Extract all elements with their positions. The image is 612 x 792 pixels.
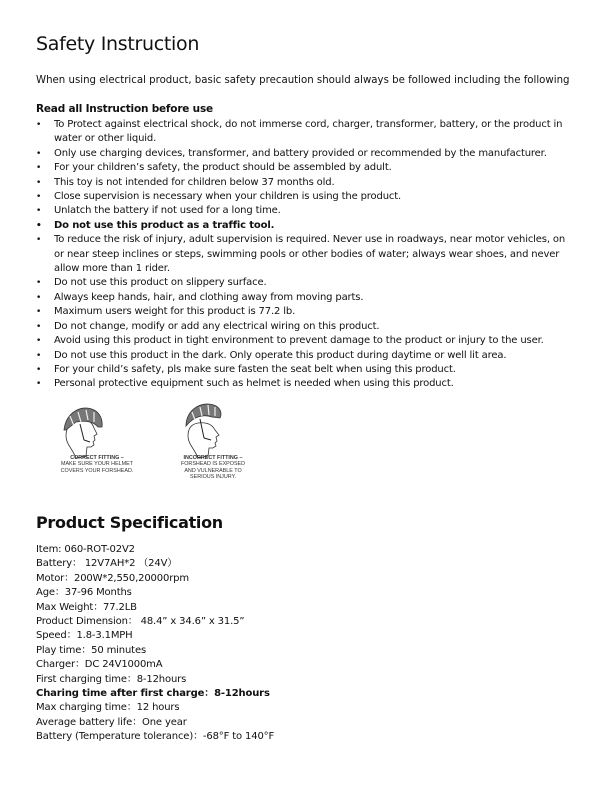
safety-bullet-item: • For your child’s safety, pls make sure fasten the seat belt when using this product.	[36, 363, 576, 377]
safety-bullet-item: • To Protect against electrical shock, do not immerse cord, charger, transformer, battery, or the product in water or other liquid.	[36, 118, 576, 147]
spec-item: Max Weight：77.2LB	[36, 601, 137, 613]
safety-bullet-item: • For your children’s safety, the product should be assembled by adult.	[36, 161, 576, 175]
spec-list	[36, 543, 274, 745]
spec-item: Charing time after first charge：8-12hours	[36, 688, 270, 700]
spec-item: Age：37-96 Months	[36, 587, 132, 599]
safety-bullet-item: • Do not use this product in the dark. Only operate this product during daytime or well lit area.	[36, 349, 576, 363]
read-instructions-heading: Read all Instruction before use	[36, 103, 213, 115]
safety-bullet-item: • To reduce the risk of injury, adult supervision is required. Never use in roadways, near motor vehicles, on or near steep inclines or steps, swimming pools or other bodies of water; always wear shoes, and never allow more than 1 rider.	[36, 233, 576, 276]
safety-bullet-item: • Avoid using this product in tight environment to prevent damage to the product or injury to the user.	[36, 334, 576, 348]
intro-text: When using electrical product, basic safety precaution should always be followed including the following	[36, 75, 570, 86]
safety-bullet-item: • Close supervision is necessary when your children is using the product.	[36, 190, 576, 204]
safety-bullet-item: • This toy is not intended for children below 37 months old.	[36, 176, 576, 190]
safety-bullet-item: • Do not use this product as a traffic tool.	[36, 219, 576, 233]
safety-bullet-item: • Maximum users weight for this product is 77.2 lb.	[36, 305, 576, 319]
spec-item: Product Dimension： 48.4” x 34.6” x 31.5”	[36, 616, 245, 628]
safety-bullet-list	[36, 118, 576, 392]
spec-item: Item: 060-ROT-02V2	[36, 544, 135, 555]
incorrect-fitting-head-icon	[186, 404, 221, 458]
spec-item: Max charging time：12 hours	[36, 702, 180, 714]
spec-item: Average battery life：One year	[36, 716, 187, 728]
spec-item: Charger：DC 24V1000mA	[36, 659, 163, 671]
safety-bullet-item: • Do not use this product on slippery surface.	[36, 276, 576, 290]
safety-bullet-item: • Unlatch the battery if not used for a long time.	[36, 204, 576, 218]
incorrect-fitting-caption: INCORRECT FITTING – FORSHEAD IS EXPOSED AND VULNERABLE TO SERIOUS INJURY.	[180, 455, 246, 481]
safety-bullet-item: • Do not change, modify or add any electrical wiring on this product.	[36, 320, 576, 334]
correct-fitting-caption: CORRECT FITTING – MAKE SURE YOUR HELMET COVERS YOUR FORSHEAD.	[60, 455, 134, 474]
spec-item: Play time：50 minutes	[36, 644, 147, 656]
spec-item: Battery： 12V7AH*2 （24V）	[36, 558, 178, 570]
helmet-fitting-illustration	[54, 400, 294, 490]
spec-item: Motor：200W*2,550,20000rpm	[36, 572, 189, 584]
correct-fitting-head-icon	[64, 408, 102, 458]
safety-bullet-item: • Only use charging devices, transformer, and battery provided or recommended by the manufacturer.	[36, 147, 576, 161]
spec-item: First charging time：8-12hours	[36, 673, 187, 685]
spec-item: Battery (Temperature tolerance)：-68°F to 140°F	[36, 731, 275, 743]
helmet-images	[54, 400, 294, 460]
page-title: Safety Instruction	[36, 33, 200, 55]
safety-bullet-item: • Always keep hands, hair, and clothing away from moving parts.	[36, 291, 576, 305]
safety-bullet-item: • Personal protective equipment such as helmet is needed when using this product.	[36, 377, 576, 391]
spec-heading: Product Specification	[36, 513, 223, 532]
spec-item: Speed：1.8-3.1MPH	[36, 630, 133, 642]
